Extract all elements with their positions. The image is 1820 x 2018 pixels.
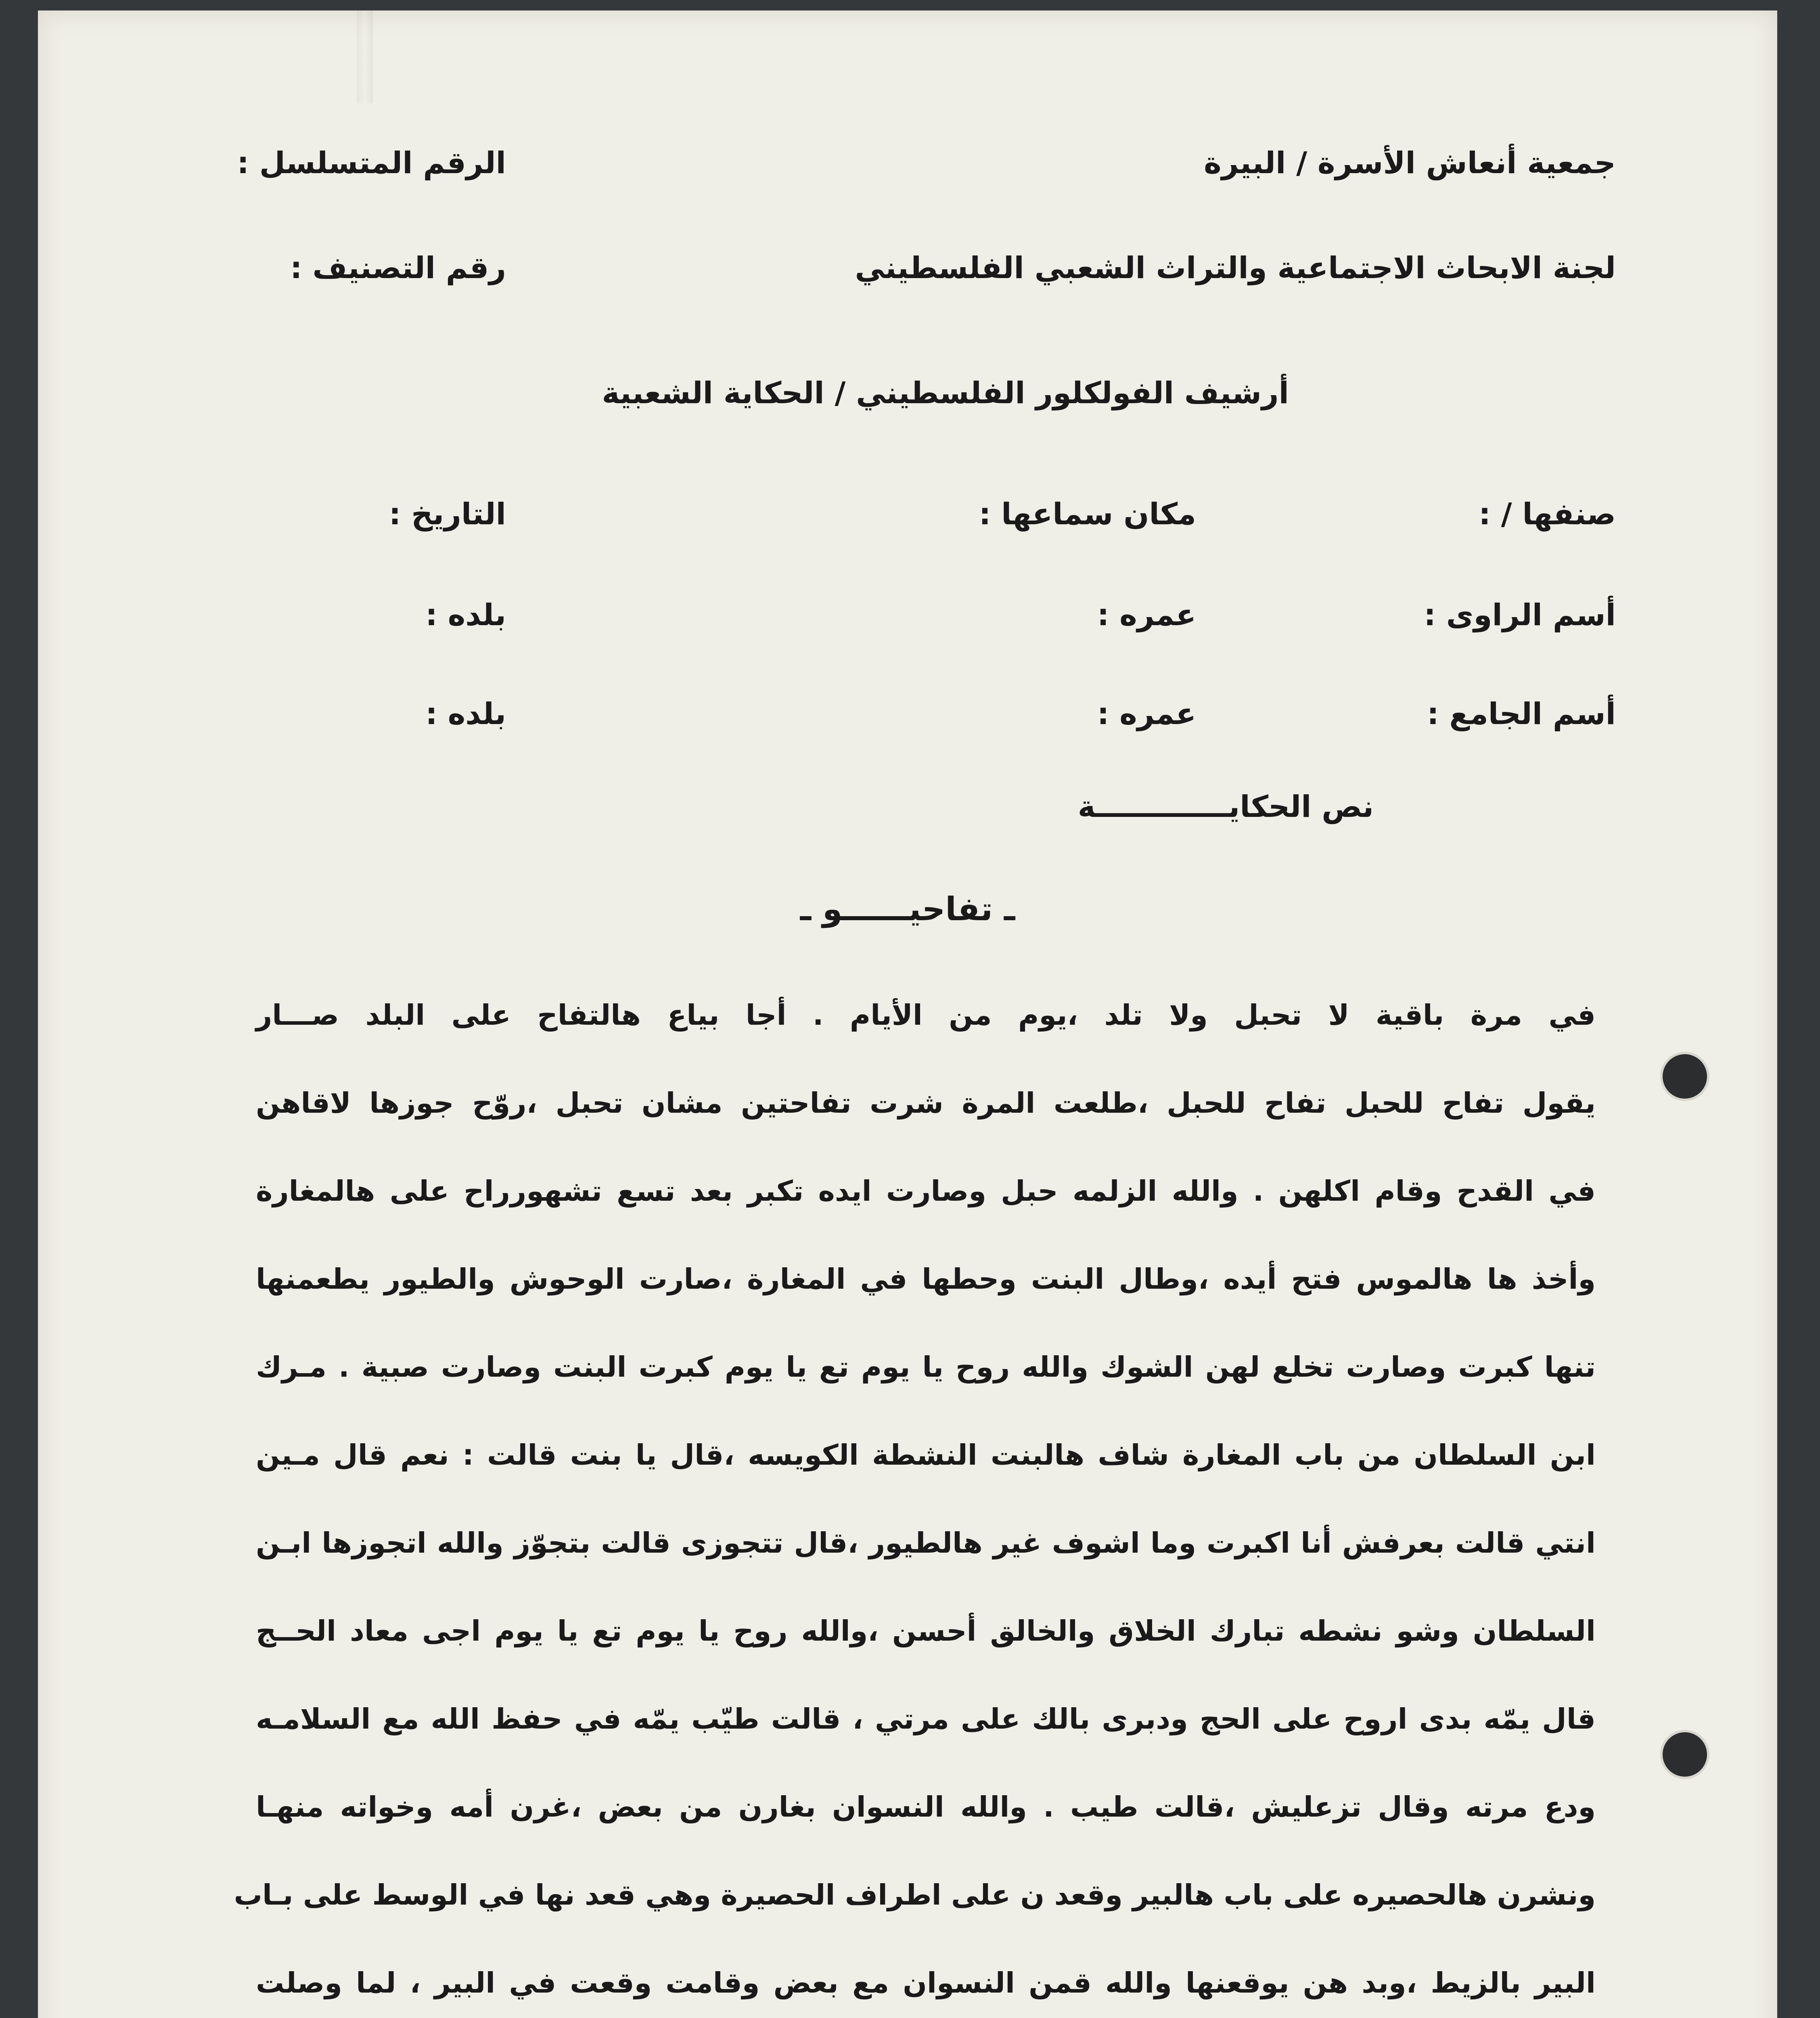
organization-name: جمعية أنعاش الأسرة / البيرة <box>1204 146 1616 180</box>
story-line: قال يمّه بدى اروح على الحج ودبرى بالك على مرتي ، قالت طيّب يمّه في حفظ الله مع السلامـه <box>256 1702 1596 1735</box>
collector-age-label: عمره : <box>1097 697 1196 731</box>
story-line: انتي قالت بعرفش أنا اكبرت وما اشوف غير هالطيور ،قال تتجوزى قالت بتجوّز والله اتجوزها ابـن <box>256 1526 1596 1560</box>
punch-hole-icon <box>1660 1052 1709 1101</box>
paper-crease <box>357 10 373 103</box>
story-line: تنها كبرت وصارت تخلع لهن الشوك والله روح يا يوم تع يا يوم كبرت البنت وصارت صبية . مـرك <box>256 1350 1596 1384</box>
narrator-age-label: عمره : <box>1097 598 1196 632</box>
committee-name: لجنة الابحاث الاجتماعية والتراث الشعبي الفلسطيني <box>855 251 1616 285</box>
collector-town-label: بلده : <box>425 697 506 731</box>
classification-number-label: رقم التصنيف : <box>290 251 506 285</box>
collector-name-label: أسم الجامع : <box>1427 697 1616 731</box>
story-line: يقول تفاح للحبل تفاح للحبل ،طلعت المرة شرت تفاحتين مشان تحبل ،روّح جوزها لاقاهن <box>256 1086 1596 1120</box>
story-line: ونشرن هالحصيره على باب هالبير وقعد ن على اطراف الحصيرة وهي قعد نها في الوسط على بـاب <box>234 1878 1596 1911</box>
serial-number-label: الرقم المتسلسل : <box>237 146 506 180</box>
story-line: السلطان وشو نشطه تبارك الخلاق والخالق أحسن ،والله روح يا يوم تع يا يوم اجى معاد الحــج <box>256 1614 1596 1647</box>
archive-title: أرشيف الفولكلور الفلسطيني / الحكاية الشعبية <box>602 376 1289 410</box>
narrator-town-label: بلده : <box>425 598 506 632</box>
type-label: صنفها / : <box>1479 497 1616 532</box>
story-line: البير بالزيط ،وبد هن يوقعنها والله قمن النسوان مع بعض وقامت وقعت في البير ، لما وصلت <box>256 1966 1596 1999</box>
story-title: ـ تفاحيــــــو ـ <box>800 890 1015 928</box>
story-line: ودع مرته وقال تزعليش ،قالت طيب . والله النسوان بغارن من بعض ،غرن أمه وخواته منهـا <box>256 1790 1596 1823</box>
document-page <box>38 10 1777 2018</box>
story-body <box>234 971 1596 2018</box>
story-line: في مرة باقية لا تحبل ولا تلد ،يوم من الأيام . أجا بياع هالتفاح على البلد صـــار <box>256 999 1596 1032</box>
story-line: ابن السلطان من باب المغارة شاف هالبنت النشطة الكويسه ،قال يا بنت قالت : نعم قال مـين <box>256 1438 1596 1472</box>
story-line: في القدح وقام اكلهن . والله الزلمه حبل وصارت ايده تكبر بعد تسع تشهورراح على هالمغارة <box>256 1174 1596 1208</box>
story-text-heading: نص الحكايـــــــــــــة <box>1077 789 1374 824</box>
narrator-name-label: أسم الراوى : <box>1424 598 1616 632</box>
punch-hole-icon <box>1660 1730 1709 1779</box>
story-line: وأخذ ها هالموس فتح أيده ،وطال البنت وحطها في المغارة ،صارت الوحوش والطيور يطعمنها <box>256 1262 1596 1296</box>
place-label: مكان سماعها : <box>979 497 1196 532</box>
date-label: التاريخ : <box>389 497 506 532</box>
